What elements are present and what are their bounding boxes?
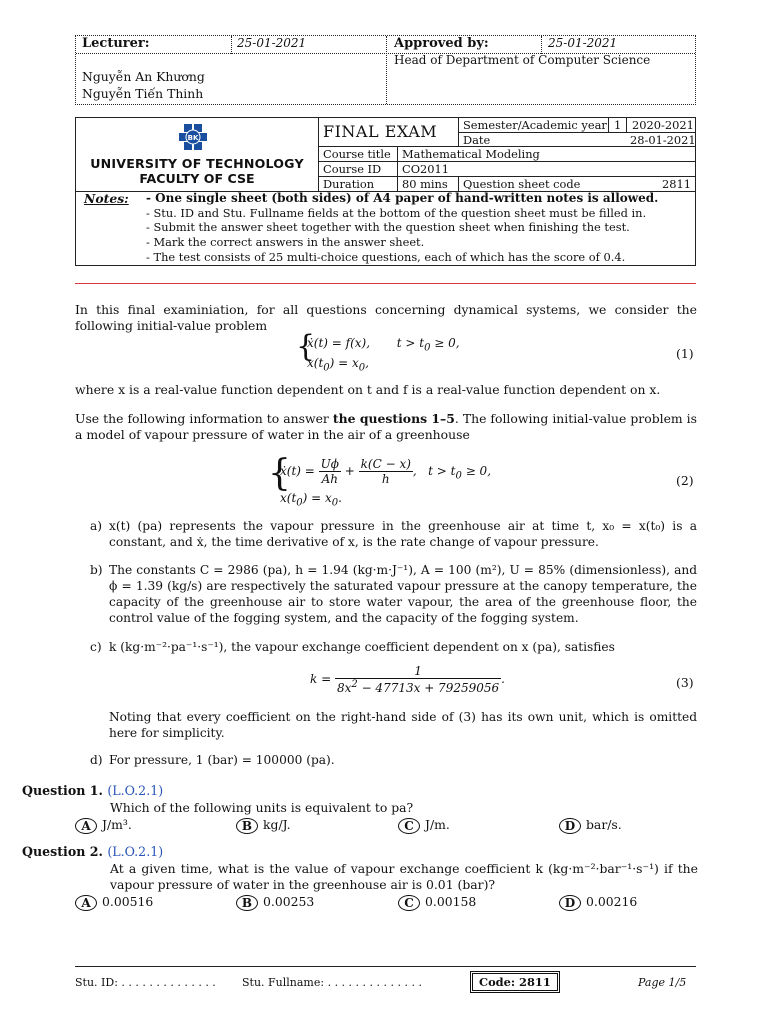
lecturer-name-2: Nguyễn Tiến Thinh xyxy=(82,86,204,101)
course-title: Mathematical Modeling xyxy=(402,147,540,161)
equation-1-number: (1) xyxy=(676,346,694,361)
student-id-field[interactable]: Stu. ID: . . . . . . . . . . . . . . xyxy=(75,976,216,989)
date-label: Date xyxy=(463,133,491,147)
course-id: CO2011 xyxy=(402,162,450,176)
page-number: Page 1/5 xyxy=(638,976,687,989)
question-2-text: At a given time, what is the value of vapour exchange coefficient k (kg·m⁻²·bar⁻¹·s⁻¹) if the vapour pressure of water in the greenhouse air is 0.01 (bar)? xyxy=(110,861,698,892)
equation-3: k = $\frac{1}{8x^2 - 47713x + 79259056}$ . xyxy=(310,664,505,695)
academic-year: 2020-2021 xyxy=(632,118,694,132)
note-item: - Stu. ID and Stu. Fullname fields at the bottom of the question sheet must be filled in. xyxy=(146,206,647,220)
note-item: - One single sheet (both sides) of A4 paper of hand-written notes is allowed. xyxy=(146,191,659,205)
student-name-field[interactable]: Stu. Fullname: . . . . . . . . . . . . . . xyxy=(242,976,422,989)
lecturer-name-1: Nguyễn An Khương xyxy=(82,69,205,84)
note-item: - The test consists of 25 multi-choice questions, each of which has the score of 0.4. xyxy=(146,250,626,264)
use-paragraph: Use the following information to answer the questions 1–5. The following initial-value problem is a model of vapour pressure of water in the air of a greenhouse xyxy=(75,411,697,442)
approver-title: Head of Department of Computer Science xyxy=(394,53,651,67)
separator-rule xyxy=(75,283,696,284)
q1-option-a[interactable]: A J/m³. xyxy=(75,817,132,834)
footer-rule xyxy=(75,966,696,967)
notes-label: Notes: xyxy=(84,191,129,206)
question-1-text: Which of the following units is equivalent to pa? xyxy=(110,800,414,815)
course-title-label: Course title xyxy=(323,147,391,161)
university-logo-icon xyxy=(176,122,210,156)
noting-paragraph: Noting that every coefficient on the right-hand side of (3) has its own unit, which is omitted here for simplicity. xyxy=(109,710,697,740)
item-d: d) For pressure, 1 (bar) = 100000 (pa). xyxy=(90,753,335,767)
note-item: - Submit the answer sheet together with the question sheet when finishing the test. xyxy=(146,220,630,234)
question-2-label: Question 2. (L.O.2.1) xyxy=(22,844,164,859)
duration: 80 mins xyxy=(402,177,448,191)
equation-3-number: (3) xyxy=(676,675,694,690)
question-1-label: Question 1. (L.O.2.1) xyxy=(22,783,164,798)
logo-text: BK xyxy=(187,134,199,142)
duration-label: Duration xyxy=(323,177,375,191)
item-c: c) k (kg·m⁻²·pa⁻¹·s⁻¹), the vapour exchange coefficient dependent on x (pa), satisfies xyxy=(90,640,615,654)
note-item: - Mark the correct answers in the answer sheet. xyxy=(146,235,425,249)
course-id-label: Course ID xyxy=(323,162,382,176)
intro-paragraph: In this final examiniation, for all questions concerning dynamical systems, we consider the following initial-value problem xyxy=(75,302,697,333)
q2-option-c[interactable]: C 0.00158 xyxy=(398,894,476,911)
lecturer-date: 25-01-2021 xyxy=(237,36,307,50)
q2-option-a[interactable]: A 0.00516 xyxy=(75,894,153,911)
semester-label: Semester/Academic year xyxy=(463,118,607,132)
lecturer-label: Lecturer: xyxy=(82,36,150,51)
sheet-code: 2811 xyxy=(662,177,691,191)
where-paragraph: where x is a real-value function dependent on t and f is a real-value function dependent on x. xyxy=(75,382,661,397)
exam-date: 28-01-2021 xyxy=(630,133,696,147)
approved-date: 25-01-2021 xyxy=(548,36,618,50)
item-a: a) x(t) (pa) represents the vapour pressure in the greenhouse air at time t, x₀ = x(t₀) is a constant, and ẋ, the time derivative of x, is the rate change of vapour pressure. xyxy=(90,519,697,549)
exam-title: FINAL EXAM xyxy=(323,122,438,141)
semester-value: 1 xyxy=(614,118,622,132)
sheet-code-label: Question sheet code xyxy=(463,177,581,191)
q1-option-c[interactable]: C J/m. xyxy=(398,817,450,834)
equation-2-number: (2) xyxy=(676,473,694,488)
exam-code-box: Code: 2811 xyxy=(472,973,558,991)
faculty-name: FACULTY OF CSE xyxy=(139,171,255,186)
item-b: b) The constants C = 2986 (pa), h = 1.94 (kg·m·J⁻¹), A = 100 (m²), U = 85% (dimensionless), and ϕ = 1.39 (kg/s) are respectively the saturated vapour pressure at the canopy temperature, the capacity of the greenhouse air to store water vapour, the area of the greenhouse floor, the control value of the fogging system, and the capacity of the fogging system. xyxy=(90,563,697,625)
approved-label: Approved by: xyxy=(394,36,489,51)
q2-option-d[interactable]: D 0.00216 xyxy=(559,894,637,911)
q2-option-b[interactable]: B 0.00253 xyxy=(236,894,314,911)
q1-option-b[interactable]: B kg/J. xyxy=(236,817,291,834)
q1-option-d[interactable]: D bar/s. xyxy=(559,817,622,834)
university-name: UNIVERSITY OF TECHNOLOGY xyxy=(90,156,304,171)
